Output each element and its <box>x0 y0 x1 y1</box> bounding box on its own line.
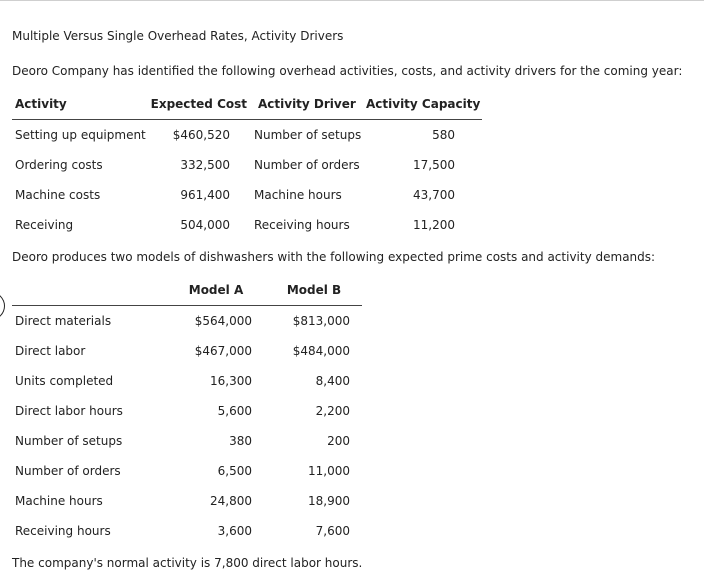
model-a-value: 16,300 <box>210 374 252 388</box>
model-b-value: $484,000 <box>292 344 350 358</box>
model-row-label: Receiving hours <box>15 524 111 538</box>
model-a-value: 380 <box>229 434 252 448</box>
header-activity-capacity: Activity Capacity <box>366 97 481 111</box>
activity-driver-value: Number of setups <box>254 128 362 142</box>
expected-cost-value: 504,000 <box>180 218 230 232</box>
activities-header-rule <box>12 119 482 120</box>
activity-capacity-value: 11,200 <box>413 218 455 232</box>
model-b-value: $813,000 <box>292 314 350 328</box>
activity-capacity-value: 580 <box>432 128 455 142</box>
model-b-value: 18,900 <box>308 494 350 508</box>
scroll-edge-marker <box>0 292 5 320</box>
model-row-label: Direct labor hours <box>15 404 123 418</box>
expected-cost-value: 961,400 <box>180 188 230 202</box>
intro-text: Deoro Company has identified the following overhead activities, costs, and activity drivers for the coming year: <box>12 64 683 78</box>
model-b-value: 8,400 <box>315 374 350 388</box>
activity-driver-value: Machine hours <box>254 188 342 202</box>
model-a-value: 5,600 <box>217 404 252 418</box>
model-a-value: $467,000 <box>194 344 252 358</box>
top-border <box>0 0 704 1</box>
problem-title: Multiple Versus Single Overhead Rates, Activity Drivers <box>12 29 344 43</box>
model-row-label: Direct labor <box>15 344 86 358</box>
header-activity-driver: Activity Driver <box>258 97 356 111</box>
model-b-value: 200 <box>327 434 350 448</box>
activity-driver-value: Number of orders <box>254 158 360 172</box>
model-b-value: 11,000 <box>308 464 350 478</box>
activity-capacity-value: 43,700 <box>413 188 455 202</box>
model-a-value: 24,800 <box>210 494 252 508</box>
model-b-value: 2,200 <box>315 404 350 418</box>
header-model-b: Model B <box>286 283 342 297</box>
activity-label: Receiving <box>15 218 74 232</box>
model-row-label: Machine hours <box>15 494 103 508</box>
activity-label: Machine costs <box>15 188 101 202</box>
header-expected-cost: Expected Cost <box>150 97 247 111</box>
activity-label: Setting up equipment <box>15 128 146 142</box>
model-row-label: Number of setups <box>15 434 123 448</box>
model-row-label: Direct materials <box>15 314 112 328</box>
model-b-value: 7,600 <box>315 524 350 538</box>
models-intro-text: Deoro produces two models of dishwashers with the following expected prime costs and activity demands: <box>12 250 656 264</box>
header-activity: Activity <box>15 97 67 111</box>
model-a-value: 6,500 <box>217 464 252 478</box>
models-header-rule <box>12 305 362 306</box>
activity-driver-value: Receiving hours <box>254 218 350 232</box>
activity-label: Ordering costs <box>15 158 103 172</box>
header-model-a: Model A <box>188 283 244 297</box>
footer-note: The company's normal activity is 7,800 direct labor hours. <box>12 556 363 570</box>
model-a-value: $564,000 <box>194 314 252 328</box>
model-row-label: Units completed <box>15 374 114 388</box>
expected-cost-value: $460,520 <box>172 128 230 142</box>
activity-capacity-value: 17,500 <box>413 158 455 172</box>
expected-cost-value: 332,500 <box>180 158 230 172</box>
model-a-value: 3,600 <box>217 524 252 538</box>
model-row-label: Number of orders <box>15 464 121 478</box>
